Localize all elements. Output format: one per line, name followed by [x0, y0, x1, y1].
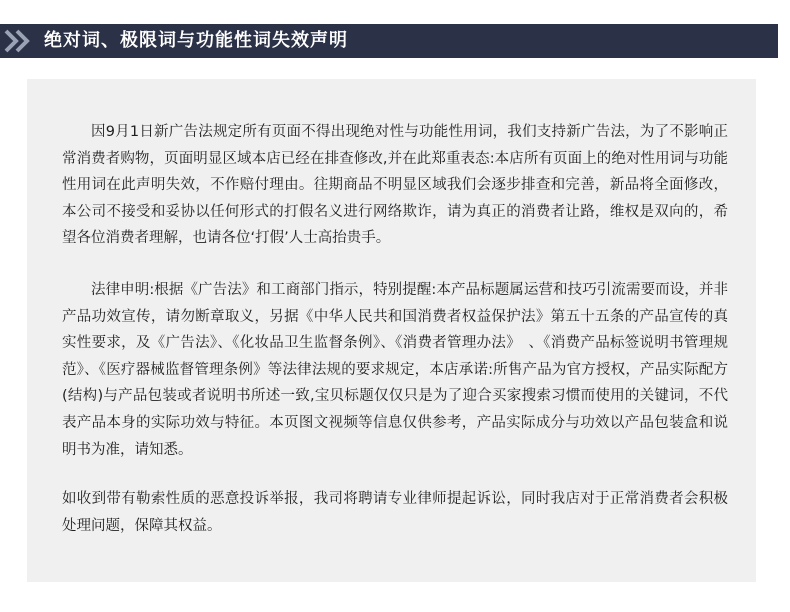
statement-panel: [27, 79, 756, 582]
page-title: 绝对词、极限词与功能性词失效声明: [44, 30, 348, 51]
statement-paragraph-1: 因9月1日新广告法规定所有页面不得出现绝对性与功能性用词，我们支持新广告法，为了不影响正常消费者购物，页面明显区域本店已经在排查修改,并在此郑重表态:本店所有页面上的绝对性用词与功能性用词在此声明失效，不作赔付理由。往期商品不明显区域我们会逐步排查和完善，新品将全面修改，本公司不接受和妥协以任何形式的打假名义进行网络欺诈，请为真正的消费者让路，维权是双向的，希望各位消费者理解，也请各位‘打假’人士高抬贵手。: [62, 124, 728, 247]
double-chevron-right-icon: [2, 24, 42, 58]
header-bar: [0, 24, 778, 58]
legal-notice-paragraph: 法律申明:根据《广告法》和工商部门指示，特别提醒:本产品标题属运营和技巧引流需要而设，并非产品功效宣传，请勿断章取义，另据《中华人民共和国消费者权益保护法》第五十五条的产品宣传的真实性要求，及《广告法》、《化妆品卫生监督条例》、《消费者管理办法》 、《消费产品标签说明书管理规范》、《医疗器械监督管理条例》等法律法规的要求规定，本店承诺:所售产品为官方授权，产品实际配方(结构)与产品包装或者说明书所述一致,宝贝标题仅仅只是为了迎合买家搜索习惯而使用的关键词，不代表产品本身的实际功效与特征。本页图文视频等信息仅供参考，产品实际成分与功效以产品包装盒和说明书为准，请知悉。: [62, 282, 728, 458]
complaint-warning-paragraph: 如收到带有勒索性质的恶意投诉举报，我司将聘请专业律师提起诉讼，同时我店对于正常消费者会积极处理问题，保障其权益。: [62, 491, 728, 534]
